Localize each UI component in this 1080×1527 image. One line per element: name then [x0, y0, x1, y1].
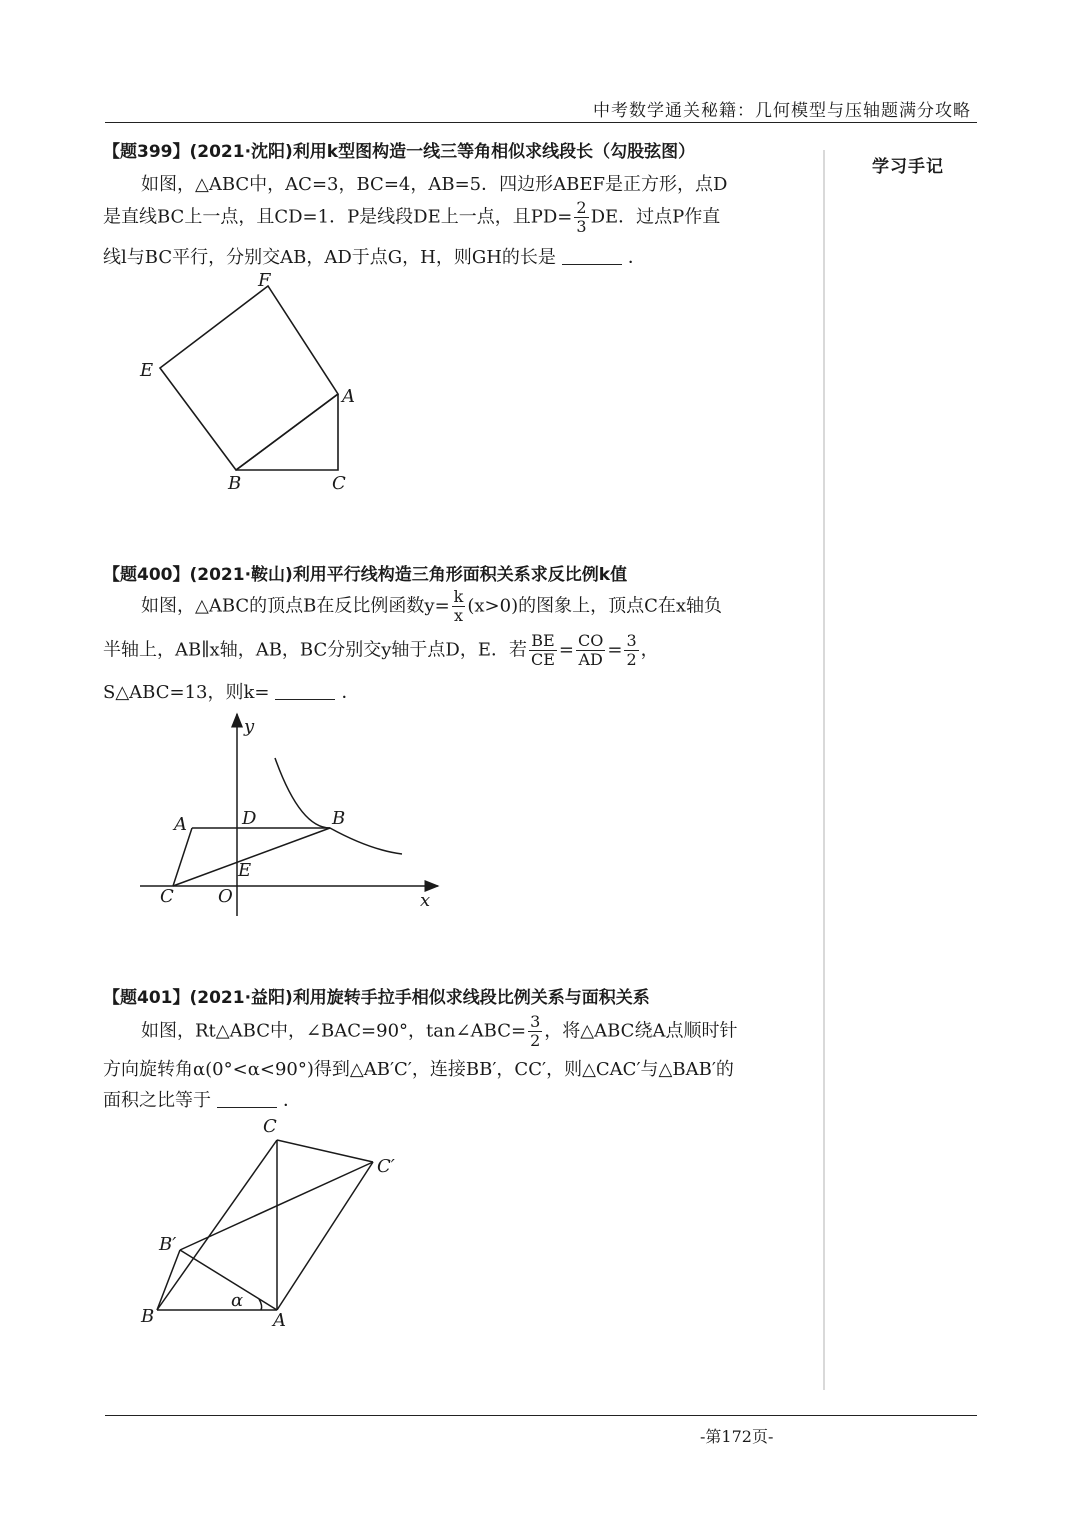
problem-text-line: [103, 1086, 301, 1112]
footer-rule: [105, 1415, 977, 1416]
fraction-denominator: AD: [578, 650, 603, 669]
fraction: [624, 632, 638, 669]
notes-divider: [823, 150, 825, 1390]
fraction-numerator: CO: [578, 631, 604, 650]
text-segment: ．: [283, 1090, 301, 1111]
fraction-denominator: 2: [530, 1031, 541, 1050]
text-segment: 是直线BC上一点，且CD=1．P是线段DE上一点，且PD=: [103, 206, 573, 228]
fraction-numerator: 2: [576, 198, 587, 217]
figure-399: [130, 270, 370, 500]
problem-text-line: 如图，△ABC中，AC=3，BC=4，AB=5．四边形ABEF是正方形，点D: [141, 174, 728, 195]
figure-400: [140, 710, 450, 920]
fraction: [529, 632, 557, 669]
problem-text-line: 方向旋转角α(0°<α<90°)得到△AB′C′，连接BB′，CC′，则△CAC′与△BAB′的: [103, 1059, 734, 1080]
fraction: [576, 632, 605, 669]
label-c: C: [332, 473, 346, 494]
problem-topic: 利用平行线构造三角形面积关系求反比例k值: [292, 565, 628, 585]
problem-text-line: [141, 588, 722, 625]
fraction-denominator: 2: [626, 650, 637, 669]
page-header: [105, 92, 977, 123]
label-b: B: [228, 473, 242, 494]
text-segment: 线l与BC平行，分别交AB，AD于点G，H，则GH的长是: [103, 247, 556, 268]
answer-blank[interactable]: [562, 248, 622, 265]
problem-text-line: [103, 632, 659, 669]
label-b: B: [141, 1306, 155, 1327]
answer-blank[interactable]: [275, 683, 335, 700]
problem-tag: 【题399】: [103, 142, 190, 162]
label-d: D: [242, 808, 257, 829]
text-segment: 如图，Rt△ABC中，∠BAC=90°，tan∠ABC=: [141, 1020, 527, 1042]
fraction-denominator: x: [453, 606, 464, 625]
problem-source: (2021·鞍山): [189, 565, 293, 585]
label-b-prime: B′: [159, 1234, 177, 1255]
label-o: O: [218, 886, 233, 907]
problem-text-line: [103, 243, 646, 269]
label-e: E: [140, 360, 154, 381]
text-segment: 半轴上，AB∥x轴，AB，BC分别交y轴于点D，E．若: [103, 639, 527, 661]
problem-400: [103, 560, 813, 710]
problem-source: (2021·益阳): [189, 988, 293, 1008]
problem-401: [103, 983, 813, 1113]
notes-title: 学习手记: [872, 157, 944, 177]
label-c-prime: C′: [377, 1156, 395, 1177]
label-a: A: [342, 386, 355, 407]
fraction-numerator: k: [453, 587, 464, 606]
segment-b-prime-a: [180, 1250, 277, 1310]
segment-bc: [173, 828, 330, 886]
label-f: F: [258, 270, 271, 291]
square-abef: [160, 286, 338, 470]
text-segment: ．: [627, 247, 646, 268]
text-segment: ，将△ABC绕A点顺时针: [544, 1020, 738, 1042]
book-title: 中考数学通关秘籍：几何模型与压轴题满分攻略: [593, 101, 971, 121]
text-segment: DE．过点P作直: [590, 206, 721, 228]
problem-source: (2021·沈阳): [189, 142, 293, 162]
problem-text-line: [141, 1013, 737, 1050]
problem-tag: 【题400】: [103, 565, 190, 585]
label-x: x: [420, 890, 431, 911]
fraction: [528, 1013, 542, 1050]
label-e: E: [238, 860, 252, 881]
label-a: A: [174, 814, 187, 835]
hyperbola-curve: [275, 758, 402, 854]
label-y: y: [244, 716, 255, 737]
equals-sign: =: [607, 639, 623, 661]
segment-b-b-prime: [157, 1250, 180, 1310]
text-segment: (x>0)的图象上，顶点C在x轴负: [467, 595, 723, 617]
segment-cc-prime: [277, 1140, 373, 1162]
problem-title: [103, 137, 695, 162]
text-segment: ，: [640, 639, 659, 661]
problem-title: [103, 560, 627, 585]
label-b: B: [332, 808, 346, 829]
text-segment: ．: [341, 682, 360, 703]
fraction: [452, 588, 466, 625]
label-alpha: α: [231, 1290, 244, 1311]
segment-bc: [157, 1140, 277, 1310]
label-c: C: [263, 1116, 277, 1137]
segment-ac: [173, 828, 192, 886]
answer-blank[interactable]: [217, 1091, 277, 1108]
problem-topic: 利用旋转手拉手相似求线段比例关系与面积关系: [292, 988, 650, 1008]
text-segment: 如图，△ABC的顶点B在反比例函数y=: [141, 595, 450, 617]
fraction-numerator: 3: [626, 631, 637, 650]
label-a: A: [273, 1310, 286, 1331]
fraction-numerator: 3: [530, 1012, 541, 1031]
label-c: C: [160, 886, 174, 907]
equals-sign: =: [558, 639, 575, 661]
problem-topic: 利用k型图构造一线三等角相似求线段长（勾股弦图）: [292, 142, 696, 162]
segment-ab: [236, 394, 338, 470]
problem-title: [103, 983, 650, 1008]
fraction-denominator: CE: [531, 650, 555, 669]
fraction: [574, 199, 588, 236]
problem-text-line: [103, 678, 359, 704]
problem-text-line: [103, 199, 720, 236]
fraction-denominator: 3: [576, 217, 587, 236]
text-segment: 面积之比等于: [103, 1090, 211, 1111]
page-number: -第172页-: [700, 1427, 774, 1446]
figure-401: [135, 1110, 415, 1330]
fraction-numerator: BE: [529, 632, 557, 651]
text-segment: S△ABC=13，则k=: [103, 682, 270, 703]
problem-tag: 【题401】: [103, 988, 190, 1008]
